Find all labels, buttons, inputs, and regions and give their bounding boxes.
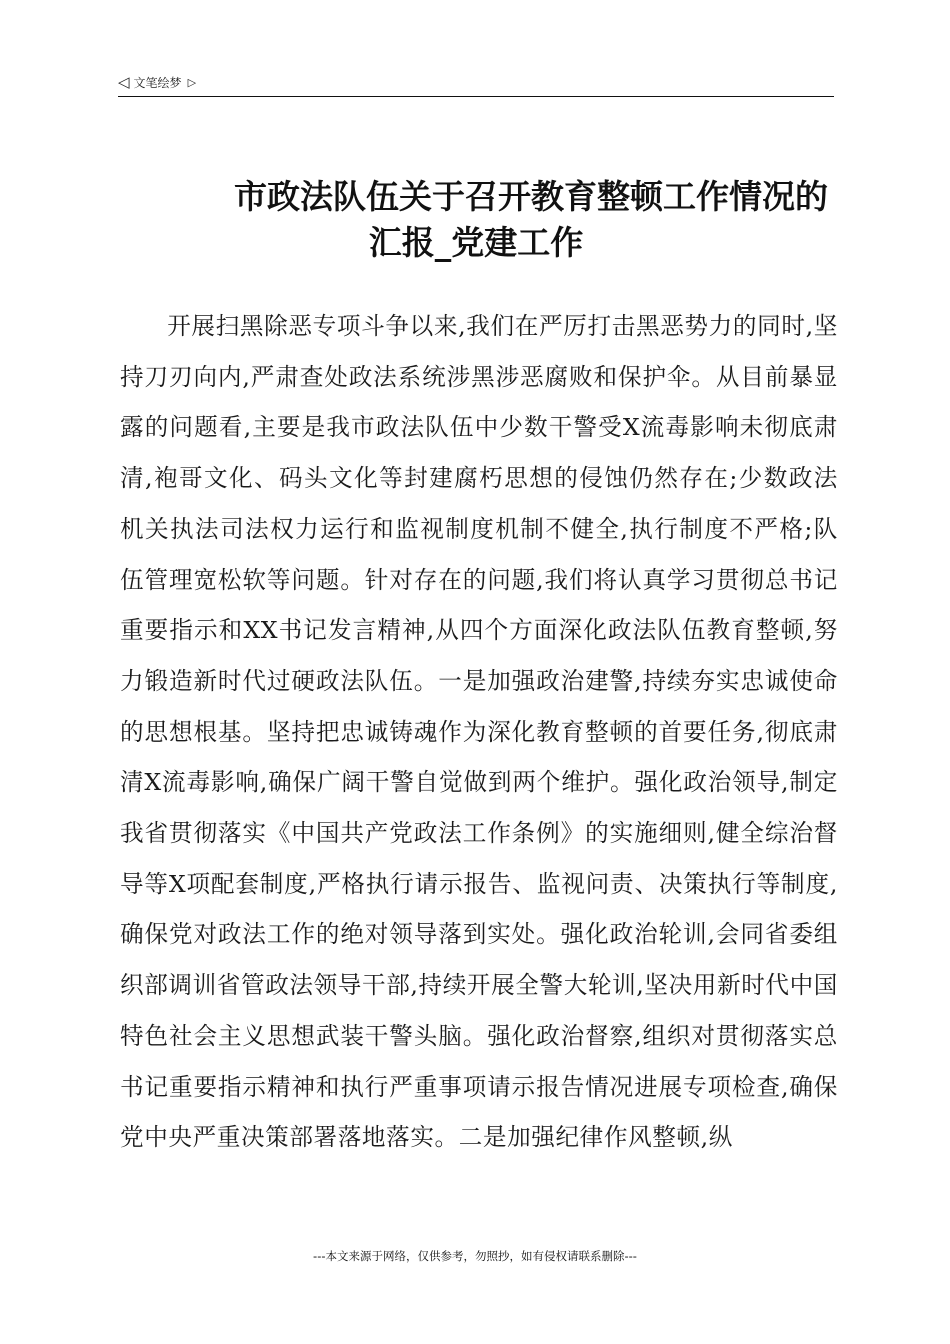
header-brand: 文笔绘梦 xyxy=(133,76,182,90)
footer-disclaimer: ---本文来源于网络，仅供参考，勿照抄，如有侵权请联系删除--- xyxy=(313,1249,637,1263)
left-triangle-icon: ◁ xyxy=(118,73,130,91)
header-divider xyxy=(118,96,834,97)
document-title xyxy=(118,174,834,266)
title-line-2: 汇报_党建工作 xyxy=(368,223,584,262)
title-line-1: 市政法队伍关于召开教育整顿工作情况的 xyxy=(234,177,828,216)
right-triangle-icon: ▷ xyxy=(187,76,197,89)
body-paragraph: 开展扫黑除恶专项斗争以来,我们在严厉打击黑恶势力的同时,坚持刀刃向内,严肃查处政法系统涉黑涉恶腐败和保护伞。从目前暴显露的问题看,主要是我市政法队伍中少数干警受X流毒影响未彻底肃清,袍哥文化、码头文化等封建腐朽思想的侵蚀仍然存在;少数政法机关执法司法权力运行和监视制度机制不健全,执行制度不严格;队伍管理宽松软等问题。针对存在的问题,我们将认真学习贯彻总书记重要指示和XX书记发言精神,从四个方面深化政法队伍教育整顿,努力锻造新时代过硬政法队伍。一是加强政治建警,持续夯实忠诚使命的思想根基。坚持把忠诚铸魂作为深化教育整顿的首要任务,彻底肃清X流毒影响,确保广阔干警自觉做到两个维护。强化政治领导,制定我省贯彻落实《中国共产党政法工作条例》的实施细则,健全综治督导等X项配套制度,严格执行请示报告、监视问责、决策执行等制度,确保党对政法工作的绝对领导落到实处。强化政治轮训,会同省委组织部调训省管政法领导干部,持续开展全警大轮训,坚决用新时代中国特色社会主义思想武装干警头脑。强化政治督察,组织对贯彻落实总书记重要指示精神和执行严重事项请示报告情况进展专项检查,确保党中央严重决策部署落地落实。二是加强纪律作风整顿,纵 xyxy=(120,312,838,1152)
page-header xyxy=(118,74,196,91)
